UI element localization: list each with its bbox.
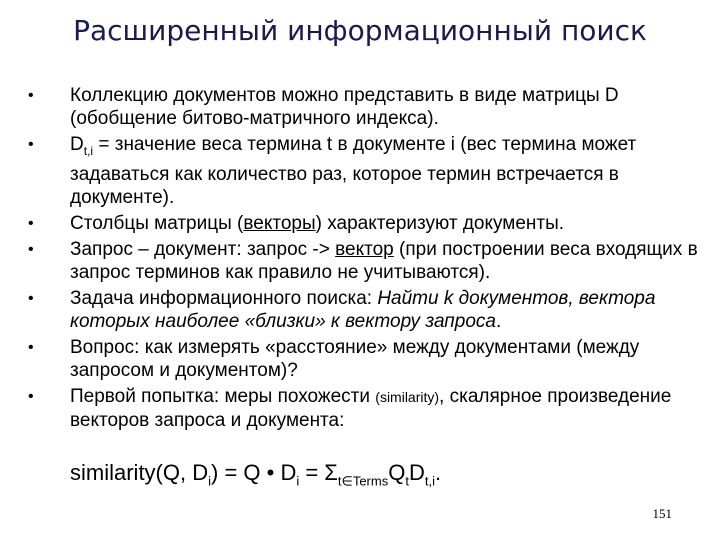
bullet-text: Вопрос: как измерять «расстояние» между документами (между запросом и документом)?	[70, 336, 640, 381]
bullet-text: (при построении веса входящих в запрос терминов как правило не учитываются).	[70, 238, 698, 283]
bullet-dot: •	[28, 338, 34, 356]
bullet-text: D	[70, 134, 84, 155]
list-item	[28, 84, 708, 130]
list-item	[28, 212, 708, 235]
subscript: i	[296, 473, 300, 489]
small-text: (similarity)	[375, 388, 440, 405]
page-number: 151	[652, 506, 672, 521]
subscript: i	[208, 473, 211, 489]
list-item	[28, 336, 708, 382]
bullet-dot: •	[28, 214, 34, 232]
formula-part: Q	[388, 460, 406, 485]
bullet-dot: •	[28, 240, 34, 258]
bullet-text: Задача информационного поиска:	[70, 287, 378, 309]
bullet-text: , скалярное произведение векторов запроса и документа:	[70, 385, 672, 431]
bullet-dot: •	[28, 136, 34, 153]
bullet-text: Коллекцию документов можно представить в виде матрицы D (обобщение битово-матричного индекса).	[70, 85, 619, 129]
bullet-dot: •	[28, 289, 34, 307]
bullet-dot: •	[28, 387, 34, 405]
underlined-term: вектор	[335, 238, 394, 260]
bullet-text: ) характеризуют документы.	[315, 212, 565, 234]
list-item	[28, 238, 708, 284]
list-item	[28, 133, 708, 209]
formula-part: D	[408, 460, 425, 485]
bullet-dot: •	[28, 87, 34, 104]
formula-part: = Σ	[299, 460, 338, 485]
italic-text: Найти k документов, вектора которых наиболее «близки» к вектору запроса	[70, 287, 656, 332]
bullet-text: = значение веса термина t в документе i (вес термина может задаваться как количество раз, которое термин встречается в документе).	[70, 134, 637, 208]
bullet-text: .	[495, 310, 502, 332]
subscript: t,i	[424, 473, 435, 489]
bullet-text: Запрос – документ: запрос ->	[70, 238, 336, 260]
formula-part: similarity(Q, D	[70, 460, 209, 485]
bullet-list	[28, 84, 708, 435]
list-item	[28, 385, 708, 432]
slide-title: Расширенный информационный поиск	[73, 14, 647, 47]
formula	[70, 460, 441, 489]
bullet-text: Столбцы матрицы (	[70, 212, 244, 234]
subscript: t	[405, 473, 409, 489]
subscript: t,i	[83, 143, 94, 158]
formula-part: .	[434, 460, 442, 485]
subscript: t∈Terms	[337, 473, 389, 489]
bullet-text: Первой попытка: меры похожести	[70, 385, 376, 407]
formula-part: ) = Q • D	[211, 460, 297, 485]
list-item	[28, 287, 708, 333]
underlined-term: векторы	[243, 212, 316, 234]
